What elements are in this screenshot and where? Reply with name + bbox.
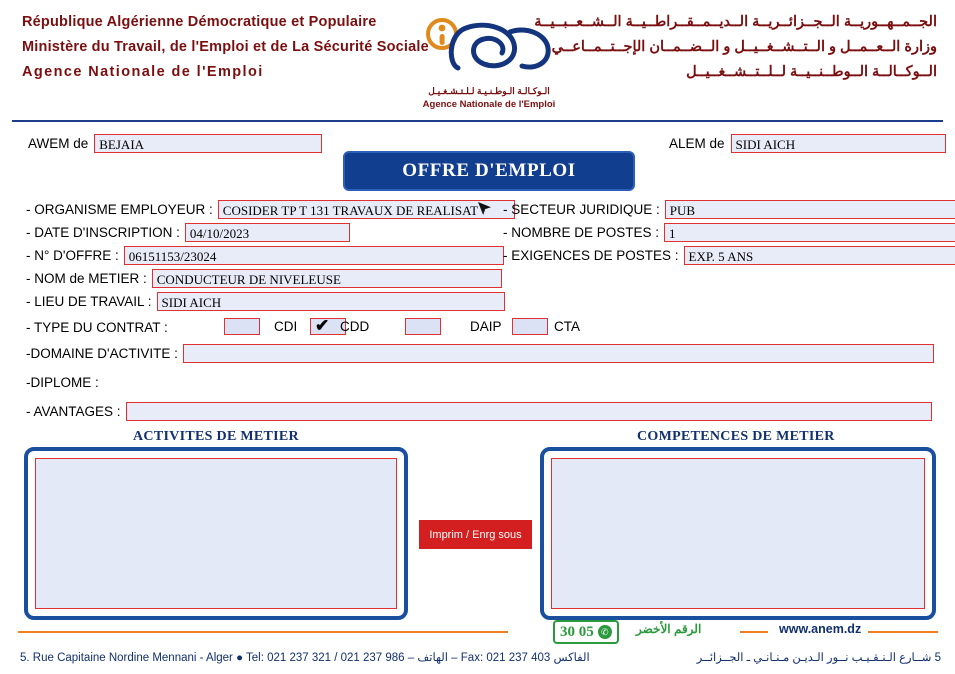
domaine-activite-row xyxy=(26,344,934,363)
activites-metier-box xyxy=(24,447,408,620)
address-arabic: 5 شــارع الـنـقـيـب نــور الـديـن مـنـانـي ـ الجــزائــر xyxy=(696,652,941,664)
header-divider xyxy=(12,120,943,122)
avantages-label: - AVANTAGES : xyxy=(26,404,121,419)
header-line-republic: République Algérienne Démocratique et Populaire xyxy=(22,14,377,30)
date-inscription-input[interactable]: 04/10/2023 xyxy=(185,223,350,242)
website-link[interactable]: www.anem.dz xyxy=(779,622,862,636)
exigences-postes-label: - EXIGENCES DE POSTES : xyxy=(503,248,679,263)
green-number-badge xyxy=(553,620,619,644)
footer-rule-middle xyxy=(740,631,768,633)
date-inscription-label: - DATE D'INSCRIPTION : xyxy=(26,225,180,240)
nombre-postes-label: - NOMBRE DE POSTES : xyxy=(503,225,660,240)
exigences-postes-row xyxy=(503,246,955,265)
header-line-agency: Agence Nationale de l'Emploi xyxy=(22,64,264,80)
checkbox-cta-label: CTA xyxy=(554,319,580,334)
domaine-activite-label: -DOMAINE D'ACTIVITE : xyxy=(26,346,178,361)
awem-input[interactable]: BEJAIA xyxy=(94,134,322,153)
header-text-french xyxy=(22,14,429,89)
header-line-ministry-ar: وزارة الــعــمــل و الــتــشــغــيــل و الــضــمــان الإجــتــمــاعــي xyxy=(551,39,937,55)
page-title: OFFRE D'EMPLOI xyxy=(343,151,635,191)
exigences-postes-input[interactable]: EXP. 5 ANS xyxy=(684,246,955,265)
lieu-travail-label: - LIEU DE TRAVAIL : xyxy=(26,294,152,309)
checkbox-cdd-label: CDD xyxy=(340,319,370,334)
competences-metier-title: COMPETENCES DE METIER xyxy=(637,429,835,444)
awem-row xyxy=(28,134,322,153)
avantages-input[interactable] xyxy=(126,402,932,421)
metier-name-label: - NOM de METIER : xyxy=(26,271,147,286)
header-line-ministry: Ministère du Travail, de l'Emploi et de La Sécurité Sociale xyxy=(22,39,429,55)
date-inscription-row xyxy=(26,223,350,242)
green-number-label: الرقم الأخضر xyxy=(636,622,702,636)
contract-type-row xyxy=(26,318,936,340)
secteur-juridique-input[interactable]: PUB xyxy=(665,200,955,219)
offre-number-row xyxy=(26,246,504,265)
activites-metier-title: ACTIVITES DE METIER xyxy=(133,429,299,444)
diplome-label: -DIPLOME : xyxy=(26,375,99,390)
document-header xyxy=(0,0,955,118)
checkbox-daip[interactable] xyxy=(405,318,441,335)
contract-type-label: - TYPE DU CONTRAT : xyxy=(26,320,168,335)
green-number-value: 30 05 xyxy=(560,623,594,640)
address-french: 5. Rue Capitaine Nordine Mennani - Alger ● Tel: 021 237 321 / 021 237 986 – الهاتف – Fax: 021 237 403 الفاكس xyxy=(20,652,590,664)
awem-label: AWEM de xyxy=(28,136,89,151)
lieu-travail-row xyxy=(26,292,505,311)
anem-logo-icon xyxy=(414,8,564,88)
checkbox-cdi[interactable] xyxy=(224,318,260,335)
organisme-row xyxy=(26,200,515,219)
header-text-arabic xyxy=(534,14,937,89)
nombre-postes-input[interactable]: 1 xyxy=(664,223,955,242)
secteur-juridique-row xyxy=(503,200,955,219)
competences-metier-textarea[interactable] xyxy=(551,458,925,609)
offre-number-input[interactable]: 06151153/23024 xyxy=(124,246,504,265)
lieu-travail-input[interactable]: SIDI AICH xyxy=(157,292,505,311)
header-line-agency-ar: الــوكــالــة الــوطــنــيــة لــلــتــشــغــيــل xyxy=(686,64,937,80)
diplome-row xyxy=(26,375,99,390)
header-line-republic-ar: الجــمــهــوريــة الــجــزائــريــة الــديــمــقــراطــيــة الــشــعــبــيــة xyxy=(534,14,937,30)
organisme-input[interactable]: COSIDER TP T 131 TRAVAUX DE REALISAT xyxy=(218,200,515,219)
footer-rule-left xyxy=(18,631,508,633)
anem-logo xyxy=(414,8,564,113)
phone-icon: ✆ xyxy=(598,625,612,639)
metier-name-input[interactable]: CONDUCTEUR DE NIVELEUSE xyxy=(152,269,502,288)
offre-number-label: - N° D'OFFRE : xyxy=(26,248,119,263)
footer-rule-right xyxy=(868,631,938,633)
domaine-activite-input[interactable] xyxy=(183,344,934,363)
organisme-label: - ORGANISME EMPLOYEUR : xyxy=(26,202,213,217)
activites-metier-textarea[interactable] xyxy=(35,458,397,609)
nombre-postes-row xyxy=(503,223,955,242)
checkbox-daip-label: DAIP xyxy=(470,319,502,334)
alem-input[interactable]: SIDI AICH xyxy=(731,134,946,153)
checkbox-cdi-label: CDI xyxy=(274,319,298,334)
alem-label: ALEM de xyxy=(669,136,725,151)
logo-caption-french: Agence Nationale de l'Emploi xyxy=(422,99,556,110)
metier-name-row xyxy=(26,269,502,288)
logo-caption-arabic: الـوكـالـة الـوطـنـيـة لـلـتـشـغـيـل xyxy=(428,86,550,96)
checkbox-cta[interactable] xyxy=(512,318,548,335)
print-save-button[interactable]: Imprim / Enrg sous xyxy=(419,520,532,549)
avantages-row xyxy=(26,402,932,421)
secteur-juridique-label: - SECTEUR JURIDIQUE : xyxy=(503,202,660,217)
check-mark-icon: ✔ xyxy=(315,316,330,335)
competences-metier-box xyxy=(540,447,936,620)
alem-row xyxy=(669,134,946,153)
